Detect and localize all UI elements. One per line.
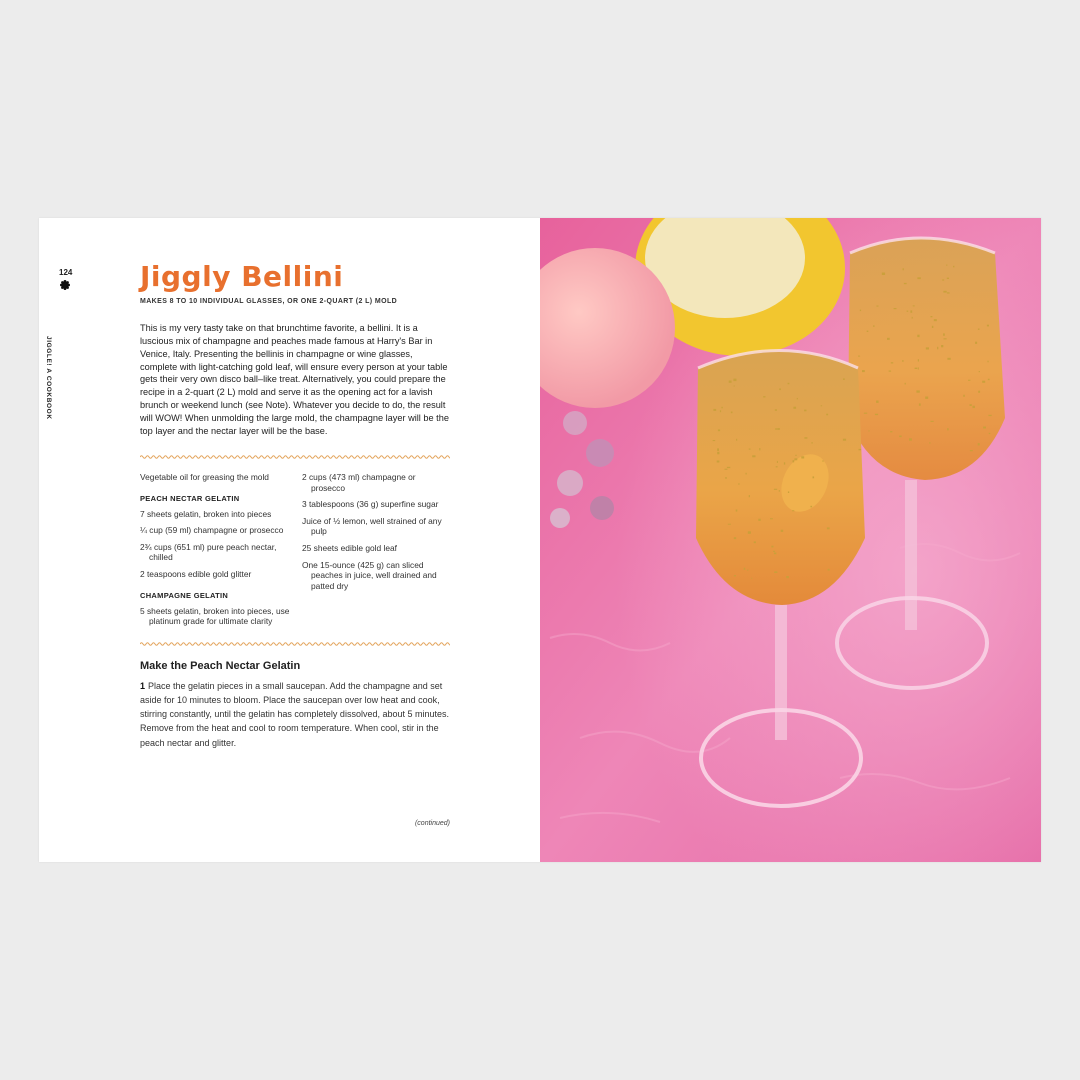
gold-fleck [734, 537, 736, 539]
gold-fleck [973, 406, 975, 408]
gold-fleck [983, 427, 986, 429]
gold-fleck [728, 524, 731, 525]
gold-fleck [931, 421, 934, 422]
gold-fleck [759, 448, 760, 450]
ingredient-heading-peach: PEACH NECTAR GELATIN [140, 493, 240, 503]
gold-fleck [729, 381, 732, 383]
ingredient-item: ¼ cup (59 ml) champagne or prosecco [140, 525, 284, 536]
gold-fleck [727, 467, 730, 468]
gold-fleck [905, 383, 906, 385]
gold-fleck [918, 367, 919, 369]
gold-fleck [779, 490, 780, 491]
gold-fleck [778, 428, 780, 430]
ingredient-item: 3 tablespoons (36 g) superfine sugar [302, 499, 439, 510]
gold-fleck [979, 371, 980, 372]
gold-fleck [988, 361, 989, 363]
gold-fleck [970, 404, 972, 406]
step-text: Place the gelatin pieces in a small saucepan. Add the champagne and set aside for 10 minutes to bloom. Place the saucepan over low heat and cook, stirring constantly, until the gelatin has completely dissolved, about 5 minutes. Remove from the heat and cool to room temperature. When cool, stir in the peach nectar and glitter. [140, 680, 449, 748]
gold-fleck [904, 283, 907, 284]
gold-fleck [975, 342, 977, 344]
gold-fleck [812, 442, 813, 444]
gold-fleck [947, 428, 949, 430]
gold-fleck [744, 568, 746, 570]
gold-fleck [860, 310, 861, 312]
gold-fleck [915, 368, 918, 369]
wavy-divider-bottom [140, 641, 450, 647]
gold-fleck [826, 414, 828, 416]
gold-fleck [763, 396, 765, 397]
ingredient-item: 5 sheets gelatin, broken into pieces, use platinum grade for ultimate clarity [140, 605, 290, 627]
running-head: JIGGLE! A COOKBOOK [45, 336, 52, 420]
step-number: 1 [140, 680, 146, 691]
ingredient-column-left [140, 472, 290, 633]
gold-fleck [875, 414, 878, 415]
gold-fleck [916, 390, 919, 392]
gold-fleck [738, 484, 740, 485]
gold-fleck [947, 292, 950, 293]
gold-fleck [720, 410, 721, 412]
gold-fleck [733, 379, 736, 382]
gold-fleck [968, 380, 970, 381]
gold-fleck [859, 449, 862, 450]
gold-fleck [862, 370, 865, 372]
gold-fleck [926, 347, 929, 349]
gold-fleck [902, 360, 903, 362]
recipe-intro: This is my very tasty take on that brunchtime favorite, a bellini. It is a luscious mix of champagne and peaches made famous at Harry's Bar in Venice, Italy. Presenting the bellinis in champagne or wine glasses, complete with light-catching gold leaf, will ensure every person at your table gets their very own disco ball–like treat. Alternatively, you could prepare the recipe in a 2-quart (2 L) mold and serve it as the opening act for a lavish brunch or weekend lunch (see Note). Whatever you decide to do, the result will WOW! When unmolding the large mold, the champagne layer will be the top layer and the nectar layer will be the base. [140, 322, 449, 437]
gold-fleck [946, 265, 947, 266]
gold-fleck [953, 266, 954, 268]
gold-fleck [775, 428, 778, 429]
ingredient-item: 2 teaspoons edible gold glitter [140, 568, 252, 579]
ingredient-item: 2¾ cups (651 ml) pure peach nectar, chilled [140, 541, 277, 563]
gold-fleck [843, 439, 846, 441]
gold-fleck [929, 442, 930, 444]
gold-fleck [868, 430, 869, 431]
recipe-title: Jiggly Bellini [140, 260, 344, 293]
ingredient-heading-champagne: CHAMPAGNE GELATIN [140, 590, 229, 600]
gold-fleck [931, 316, 933, 317]
gold-fleck [918, 359, 919, 361]
gold-fleck [822, 460, 823, 461]
ingredient-item: 25 sheets edible gold leaf [302, 542, 397, 553]
gold-fleck [891, 362, 893, 363]
gold-fleck [804, 437, 807, 439]
book-spread [39, 218, 1041, 862]
gold-fleck [943, 291, 946, 293]
wavy-divider-top [140, 454, 450, 460]
gold-fleck [804, 410, 806, 412]
photo-illustration [540, 218, 1041, 862]
gold-fleck [713, 409, 716, 411]
gold-fleck [876, 306, 878, 307]
gold-fleck [779, 388, 781, 390]
flower-icon [60, 280, 70, 290]
gold-fleck [776, 466, 778, 467]
gold-fleck [746, 473, 747, 475]
gold-fleck [912, 317, 913, 319]
gold-fleck [858, 356, 860, 357]
bellini-glasses-photo [540, 218, 1041, 862]
gold-fleck [747, 569, 748, 571]
ingredient-list [140, 472, 450, 633]
gold-fleck [758, 519, 760, 521]
gold-fleck [821, 405, 822, 406]
gold-fleck [864, 413, 868, 414]
gold-fleck [988, 415, 991, 416]
gold-fleck [813, 476, 815, 478]
gold-fleck [925, 397, 928, 399]
gold-fleck [988, 379, 990, 381]
left-page [39, 218, 540, 862]
gold-fleck [982, 381, 985, 383]
gold-fleck [774, 489, 777, 490]
gold-fleck [899, 436, 902, 438]
gold-fleck [876, 401, 879, 403]
ingredient-item: 2 cups (473 ml) champagne or prosecco [302, 471, 416, 493]
gold-fleck [917, 335, 919, 337]
gold-fleck [987, 325, 989, 327]
gold-fleck [731, 412, 733, 414]
gold-fleck [792, 510, 794, 511]
gold-fleck [909, 438, 912, 440]
gold-fleck [752, 455, 755, 457]
ingredient-column-right [302, 472, 450, 633]
gold-fleck [797, 398, 798, 400]
gold-fleck [944, 338, 947, 339]
method-step [140, 679, 450, 750]
continued-note: (continued) [414, 820, 450, 827]
gold-fleck [777, 461, 778, 463]
gold-fleck [784, 462, 785, 464]
gold-fleck [781, 530, 784, 532]
gold-fleck [788, 383, 790, 385]
gold-fleck [941, 345, 943, 347]
gold-fleck [713, 440, 716, 441]
gold-fleck [890, 431, 892, 432]
gold-fleck [828, 569, 830, 571]
gold-fleck [873, 325, 874, 327]
gold-fleck [794, 458, 797, 460]
gold-fleck [978, 329, 980, 330]
gold-fleck [774, 571, 777, 573]
gold-fleck [947, 358, 950, 360]
gold-fleck [970, 450, 973, 451]
gold-fleck [963, 395, 965, 397]
gold-fleck [919, 403, 921, 405]
gold-fleck [887, 338, 890, 340]
gold-fleck [810, 506, 812, 508]
gold-fleck [749, 495, 750, 497]
gold-fleck [751, 578, 752, 579]
gold-fleck [937, 347, 938, 350]
gold-fleck [734, 575, 736, 576]
gold-fleck [734, 386, 735, 387]
page-number: 124 [59, 268, 73, 277]
gold-fleck [773, 551, 775, 552]
gold-fleck [943, 333, 945, 335]
gold-fleck [913, 305, 915, 306]
gold-fleck [736, 439, 737, 441]
method-heading: Make the Peach Nectar Gelatin [140, 659, 301, 672]
gold-fleck [754, 541, 756, 543]
gold-fleck [882, 273, 885, 276]
gold-fleck [978, 391, 980, 393]
gold-fleck [947, 278, 949, 279]
ingredient-item: One 15-ounce (425 g) can sliced peaches in juice, well drained and patted dry [302, 559, 437, 591]
gold-fleck [894, 308, 897, 309]
gold-fleck [801, 456, 804, 458]
gold-fleck [942, 279, 944, 280]
gold-fleck [793, 460, 795, 462]
gold-fleck [786, 576, 789, 578]
gold-fleck [774, 553, 777, 555]
gold-fleck [717, 461, 720, 463]
gold-fleck [907, 311, 909, 312]
recipe-text-column [140, 262, 450, 759]
gold-fleck [934, 319, 937, 321]
gold-fleck [770, 518, 773, 519]
gold-fleck [867, 331, 869, 332]
gold-fleck [843, 378, 845, 380]
gold-fleck [717, 448, 719, 451]
gold-fleck [793, 407, 796, 409]
gold-fleck [932, 326, 933, 328]
gold-fleck [725, 469, 728, 470]
ingredient-item: 7 sheets gelatin, broken into pieces [140, 508, 272, 519]
gold-fleck [718, 429, 720, 431]
gold-fleck [917, 277, 920, 279]
gold-fleck [775, 409, 777, 411]
gold-fleck [795, 455, 796, 456]
gold-fleck [903, 268, 904, 270]
gold-fleck [827, 527, 830, 529]
ingredient-item: Vegetable oil for greasing the mold [140, 471, 269, 482]
gold-fleck [749, 449, 751, 450]
gold-fleck [910, 310, 912, 312]
gold-fleck [717, 452, 719, 455]
gold-fleck [725, 477, 727, 478]
gold-fleck [748, 531, 751, 534]
gold-fleck [771, 546, 773, 548]
ingredient-item: Juice of ½ lemon, well strained of any pulp [302, 515, 442, 537]
gold-fleck [721, 407, 722, 409]
gold-fleck [889, 371, 892, 372]
gold-fleck [788, 491, 789, 493]
gold-fleck [978, 443, 980, 445]
gold-fleck [989, 433, 991, 434]
recipe-yield: MAKES 8 TO 10 INDIVIDUAL GLASSES, OR ONE 2-QUART (2 L) MOLD [140, 297, 398, 305]
gold-fleck [736, 510, 738, 512]
